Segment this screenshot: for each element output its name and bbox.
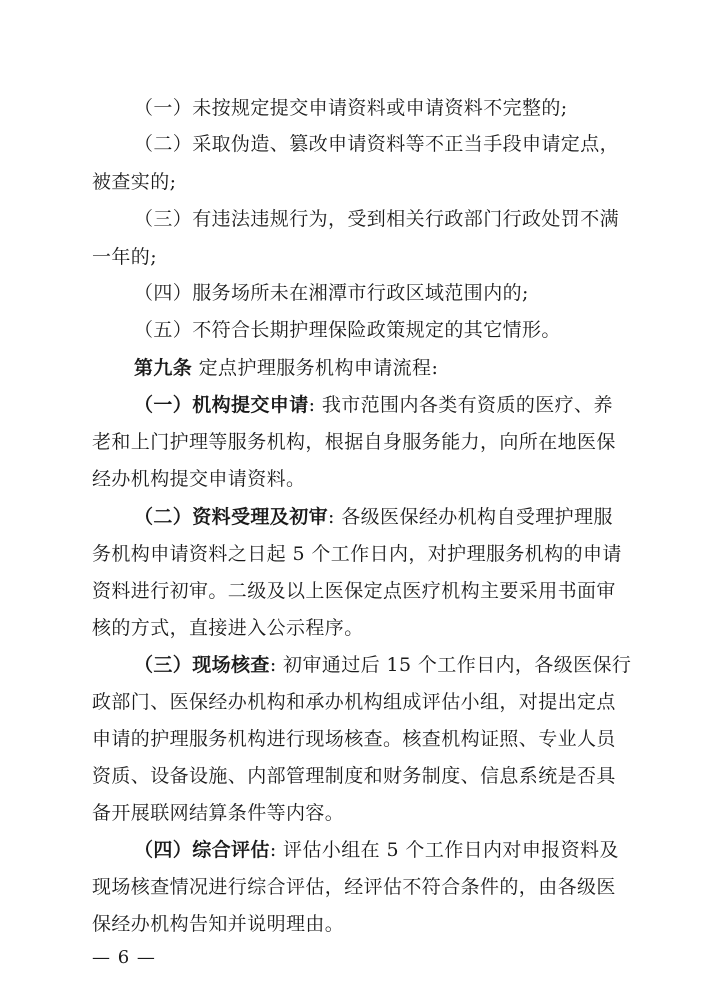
text-line: 老和上门护理等服务机构，根据自身服务能力，向所在地医保 [92, 431, 616, 453]
text-line: 资料进行初审。二级及以上医保定点医疗机构主要采用书面审 [92, 580, 616, 602]
text-line: 资质、设备设施、内部管理制度和财务制度、信息系统是否具 [92, 765, 616, 787]
text-line: 申请的护理服务机构进行现场核查。核查机构证照、专业人员 [92, 728, 616, 750]
text-line: 核的方式，直接进入公示程序。 [92, 617, 364, 639]
step-title: （二）资料受理及初审 [134, 506, 329, 528]
text-line: （一）未按规定提交申请资料或申请资料不完整的; [134, 97, 568, 119]
step-heading: （三）现场核查: 初审通过后 15 个工作日内，各级医保行 [134, 654, 632, 676]
step-heading: （四）综合评估: 评估小组在 5 个工作日内对申报资料及 [134, 839, 619, 861]
text-line: 被查实的; [92, 171, 177, 193]
text-line: （五）不符合长期护理保险政策规定的其它情形。 [134, 319, 561, 341]
text-line: （二）采取伪造、篡改申请资料等不正当手段申请定点， [134, 133, 620, 155]
text-line: 现场核查情况进行综合评估，经评估不符合条件的，由各级医 [92, 876, 616, 898]
article-heading: 第九条 定点护理服务机构申请流程: [134, 357, 439, 379]
step-heading: （一）机构提交申请: 我市范围内各类有资质的医疗、养 [134, 394, 613, 416]
text-line: 一年的; [92, 246, 158, 268]
page-number: — 6 — [92, 947, 156, 968]
step-title: （一）机构提交申请 [134, 394, 309, 416]
text-line: 备开展联网结算条件等内容。 [92, 802, 345, 824]
text-line: 政部门、医保经办机构和承办机构组成评估小组，对提出定点 [92, 691, 616, 713]
step-title: （四）综合评估 [134, 839, 270, 861]
text-line: 保经办机构告知并说明理由。 [92, 913, 345, 935]
text-line: （四）服务场所未在湘潭市行政区域范围内的; [134, 282, 529, 304]
text-line: （三）有违法违规行为，受到相关行政部门行政处罚不满 [134, 208, 620, 230]
step-heading: （二）资料受理及初审: 各级医保经办机构自受理护理服 [134, 506, 613, 528]
text-line: 务机构申请资料之日起 5 个工作日内，对护理服务机构的申请 [92, 543, 622, 565]
step-title: （三）现场核查 [134, 654, 270, 676]
article-number: 第九条 [134, 357, 193, 379]
text-line: 经办机构提交申请资料。 [92, 468, 306, 490]
